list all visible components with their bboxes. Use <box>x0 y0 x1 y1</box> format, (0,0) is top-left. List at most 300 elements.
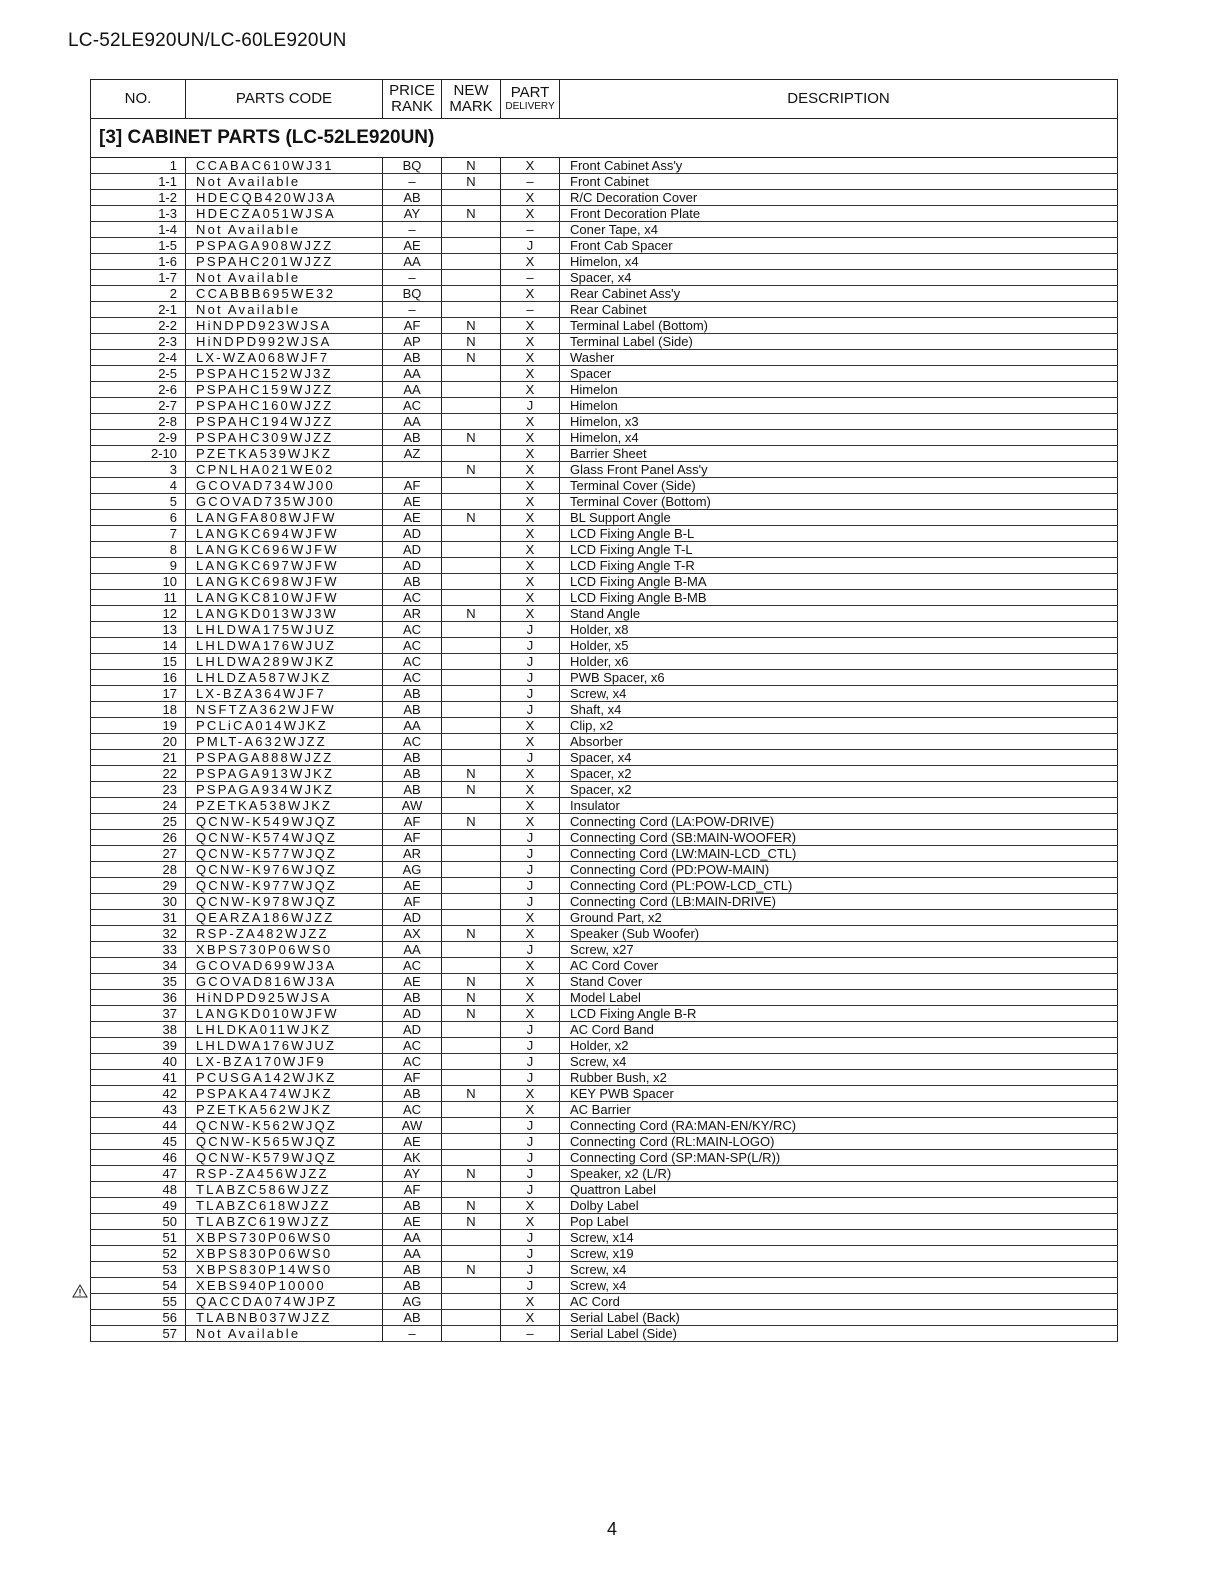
parts-code-cell: Not Available <box>186 174 383 190</box>
price-rank-cell: AA <box>383 718 442 734</box>
parts-code-cell: LX-BZA364WJF7 <box>186 686 383 702</box>
price-rank-cell: AC <box>383 398 442 414</box>
table-row <box>91 830 1118 846</box>
row-number-cell: 1-3 <box>91 206 186 222</box>
description-cell: Spacer <box>560 366 1118 382</box>
parts-code-cell: XBPS730P06WS0 <box>186 1230 383 1246</box>
price-rank-cell: AA <box>383 254 442 270</box>
parts-code-cell: QEARZA186WJZZ <box>186 910 383 926</box>
parts-code-cell: QCNW-K579WJQZ <box>186 1150 383 1166</box>
description-cell: Connecting Cord (LA:POW-DRIVE) <box>560 814 1118 830</box>
part-delivery-cell: X <box>501 974 560 990</box>
description-cell: Screw, x4 <box>560 1054 1118 1070</box>
table-row <box>91 798 1118 814</box>
part-delivery-cell: J <box>501 878 560 894</box>
part-delivery-cell: X <box>501 430 560 446</box>
parts-code-cell: PSPAKA474WJKZ <box>186 1086 383 1102</box>
parts-code-cell: XBPS830P06WS0 <box>186 1246 383 1262</box>
row-number-cell: 2-8 <box>91 414 186 430</box>
description-cell: Absorber <box>560 734 1118 750</box>
description-cell: Spacer, x2 <box>560 782 1118 798</box>
row-number-cell: 25 <box>91 814 186 830</box>
parts-code-cell: PSPAHC201WJZZ <box>186 254 383 270</box>
description-cell: Spacer, x4 <box>560 750 1118 766</box>
new-mark-cell <box>442 1294 501 1310</box>
new-mark-cell: N <box>442 974 501 990</box>
part-delivery-cell: X <box>501 350 560 366</box>
description-cell: Model Label <box>560 990 1118 1006</box>
price-rank-cell: AF <box>383 1070 442 1086</box>
parts-code-cell: Not Available <box>186 302 383 318</box>
table-row <box>91 1326 1118 1342</box>
table-row <box>91 254 1118 270</box>
price-rank-cell: AD <box>383 910 442 926</box>
description-cell: Serial Label (Back) <box>560 1310 1118 1326</box>
row-number-cell: 49 <box>91 1198 186 1214</box>
part-delivery-cell: – <box>501 1326 560 1342</box>
description-cell: AC Cord <box>560 1294 1118 1310</box>
parts-code-cell: LHLDZA587WJKZ <box>186 670 383 686</box>
description-cell: Connecting Cord (LB:MAIN-DRIVE) <box>560 894 1118 910</box>
description-cell: Holder, x5 <box>560 638 1118 654</box>
parts-code-cell: QCNW-K574WJQZ <box>186 830 383 846</box>
row-number-cell: 1-7 <box>91 270 186 286</box>
new-mark-cell <box>442 798 501 814</box>
table-row <box>91 1006 1118 1022</box>
part-delivery-cell: X <box>501 286 560 302</box>
row-number-cell: 15 <box>91 654 186 670</box>
new-mark-cell <box>442 1134 501 1150</box>
description-cell: Terminal Label (Side) <box>560 334 1118 350</box>
price-rank-cell: AA <box>383 942 442 958</box>
new-mark-cell <box>442 286 501 302</box>
row-number-cell: 50 <box>91 1214 186 1230</box>
price-rank-cell: AB <box>383 1278 442 1294</box>
price-rank-cell: – <box>383 270 442 286</box>
description-cell: BL Support Angle <box>560 510 1118 526</box>
row-number-cell: 42 <box>91 1086 186 1102</box>
row-number-cell: 23 <box>91 782 186 798</box>
new-mark-cell <box>442 1310 501 1326</box>
row-number-cell: 8 <box>91 542 186 558</box>
price-rank-cell: AB <box>383 686 442 702</box>
price-rank-cell: AA <box>383 414 442 430</box>
table-row <box>91 1118 1118 1134</box>
header-price-rank <box>383 80 442 119</box>
row-number-cell: 19 <box>91 718 186 734</box>
row-number-cell: 40 <box>91 1054 186 1070</box>
description-cell: Rear Cabinet <box>560 302 1118 318</box>
part-delivery-cell: J <box>501 654 560 670</box>
part-delivery-cell: X <box>501 366 560 382</box>
row-number-cell: 4 <box>91 478 186 494</box>
part-delivery-cell: J <box>501 750 560 766</box>
price-rank-cell: AC <box>383 622 442 638</box>
new-mark-cell <box>442 878 501 894</box>
parts-code-cell: XEBS940P10000 <box>186 1278 383 1294</box>
table-row <box>91 910 1118 926</box>
description-cell: Terminal Cover (Bottom) <box>560 494 1118 510</box>
parts-code-cell: GCOVAD734WJ00 <box>186 478 383 494</box>
part-delivery-cell: X <box>501 718 560 734</box>
description-cell: Barrier Sheet <box>560 446 1118 462</box>
price-rank-cell: AF <box>383 894 442 910</box>
description-cell: Serial Label (Side) <box>560 1326 1118 1342</box>
parts-code-cell: PCUSGA142WJKZ <box>186 1070 383 1086</box>
description-cell: Clip, x2 <box>560 718 1118 734</box>
row-number-cell: 1-6 <box>91 254 186 270</box>
parts-code-cell: QCNW-K978WJQZ <box>186 894 383 910</box>
new-mark-cell: N <box>442 1166 501 1182</box>
row-number-cell: 20 <box>91 734 186 750</box>
row-number-cell: 44 <box>91 1118 186 1134</box>
description-cell: PWB Spacer, x6 <box>560 670 1118 686</box>
part-delivery-cell: X <box>501 462 560 478</box>
table-row <box>91 670 1118 686</box>
new-mark-cell <box>442 830 501 846</box>
price-rank-cell: AC <box>383 958 442 974</box>
description-cell: Stand Angle <box>560 606 1118 622</box>
description-cell: Himelon, x4 <box>560 430 1118 446</box>
table-row <box>91 190 1118 206</box>
table-row <box>91 206 1118 222</box>
parts-code-cell: PSPAHC152WJ3Z <box>186 366 383 382</box>
row-number-cell: 27 <box>91 846 186 862</box>
table-row <box>91 510 1118 526</box>
part-delivery-cell: X <box>501 158 560 174</box>
row-number-cell: 51 <box>91 1230 186 1246</box>
new-mark-cell <box>442 270 501 286</box>
price-rank-cell <box>383 462 442 478</box>
description-cell: AC Cord Cover <box>560 958 1118 974</box>
description-cell: AC Barrier <box>560 1102 1118 1118</box>
parts-code-cell: TLABNB037WJZZ <box>186 1310 383 1326</box>
table-row <box>91 878 1118 894</box>
table-row <box>91 606 1118 622</box>
parts-code-cell: QCNW-K976WJQZ <box>186 862 383 878</box>
new-mark-cell <box>442 894 501 910</box>
part-delivery-cell: X <box>501 958 560 974</box>
description-cell: Screw, x27 <box>560 942 1118 958</box>
row-number-cell: 2 <box>91 286 186 302</box>
parts-code-cell: CPNLHA021WE02 <box>186 462 383 478</box>
parts-code-cell: QCNW-K577WJQZ <box>186 846 383 862</box>
part-delivery-cell: X <box>501 542 560 558</box>
description-cell: LCD Fixing Angle B-MB <box>560 590 1118 606</box>
row-number-cell: 2-6 <box>91 382 186 398</box>
row-number-cell: 43 <box>91 1102 186 1118</box>
row-number-cell: 28 <box>91 862 186 878</box>
row-number-cell: 26 <box>91 830 186 846</box>
row-number-cell: 5 <box>91 494 186 510</box>
price-rank-cell: AE <box>383 494 442 510</box>
table-row <box>91 414 1118 430</box>
description-cell: Spacer, x2 <box>560 766 1118 782</box>
table-row <box>91 718 1118 734</box>
header-part-delivery-line1: PART <box>510 84 550 101</box>
row-number-cell: 36 <box>91 990 186 1006</box>
parts-code-cell: PSPAHC160WJZZ <box>186 398 383 414</box>
table-row <box>91 542 1118 558</box>
safety-warning-triangle-icon <box>72 1284 88 1298</box>
part-delivery-cell: J <box>501 1038 560 1054</box>
header-description: DESCRIPTION <box>560 80 1118 119</box>
table-row <box>91 1022 1118 1038</box>
price-rank-cell: AB <box>383 1310 442 1326</box>
table-row <box>91 158 1118 174</box>
parts-code-cell: LHLDKA011WJKZ <box>186 1022 383 1038</box>
parts-code-cell: PSPAGA934WJKZ <box>186 782 383 798</box>
price-rank-cell: AF <box>383 1182 442 1198</box>
part-delivery-cell: X <box>501 990 560 1006</box>
new-mark-cell: N <box>442 318 501 334</box>
new-mark-cell: N <box>442 1086 501 1102</box>
price-rank-cell: AE <box>383 974 442 990</box>
new-mark-cell <box>442 254 501 270</box>
parts-code-cell: GCOVAD735WJ00 <box>186 494 383 510</box>
parts-code-cell: XBPS730P06WS0 <box>186 942 383 958</box>
table-row <box>91 334 1118 350</box>
description-cell: LCD Fixing Angle T-R <box>560 558 1118 574</box>
parts-code-cell: LX-BZA170WJF9 <box>186 1054 383 1070</box>
price-rank-cell: AB <box>383 190 442 206</box>
row-number-cell: 41 <box>91 1070 186 1086</box>
parts-code-cell: GCOVAD699WJ3A <box>186 958 383 974</box>
description-cell: Connecting Cord (SP:MAN-SP(L/R)) <box>560 1150 1118 1166</box>
row-number-cell: 12 <box>91 606 186 622</box>
new-mark-cell <box>442 478 501 494</box>
part-delivery-cell: J <box>501 830 560 846</box>
row-number-cell: 47 <box>91 1166 186 1182</box>
new-mark-cell: N <box>442 766 501 782</box>
part-delivery-cell: X <box>501 254 560 270</box>
new-mark-cell <box>442 654 501 670</box>
description-cell: Glass Front Panel Ass'y <box>560 462 1118 478</box>
table-row <box>91 846 1118 862</box>
new-mark-cell <box>442 1038 501 1054</box>
description-cell: KEY PWB Spacer <box>560 1086 1118 1102</box>
new-mark-cell <box>442 622 501 638</box>
new-mark-cell <box>442 1102 501 1118</box>
header-part-delivery-line2: DELIVERY <box>505 101 555 112</box>
new-mark-cell <box>442 494 501 510</box>
description-cell: LCD Fixing Angle T-L <box>560 542 1118 558</box>
parts-code-cell: LHLDWA176WJUZ <box>186 638 383 654</box>
description-cell: Quattron Label <box>560 1182 1118 1198</box>
part-delivery-cell: X <box>501 782 560 798</box>
parts-code-cell: LANGKC694WJFW <box>186 526 383 542</box>
description-cell: Connecting Cord (PL:POW-LCD_CTL) <box>560 878 1118 894</box>
new-mark-cell <box>442 1326 501 1342</box>
new-mark-cell <box>442 414 501 430</box>
table-row <box>91 1310 1118 1326</box>
description-cell: Washer <box>560 350 1118 366</box>
new-mark-cell: N <box>442 350 501 366</box>
row-number-cell: 56 <box>91 1310 186 1326</box>
table-row <box>91 1038 1118 1054</box>
table-row <box>91 494 1118 510</box>
part-delivery-cell: X <box>501 766 560 782</box>
new-mark-cell <box>442 190 501 206</box>
table-row <box>91 926 1118 942</box>
part-delivery-cell: J <box>501 638 560 654</box>
description-cell: Terminal Cover (Side) <box>560 478 1118 494</box>
part-delivery-cell: – <box>501 270 560 286</box>
new-mark-cell: N <box>442 606 501 622</box>
price-rank-cell: AE <box>383 1214 442 1230</box>
price-rank-cell: AC <box>383 1102 442 1118</box>
parts-code-cell: PSPAHC309WJZZ <box>186 430 383 446</box>
row-number-cell: 53 <box>91 1262 186 1278</box>
description-cell: Ground Part, x2 <box>560 910 1118 926</box>
header-part-delivery <box>501 80 560 119</box>
part-delivery-cell: X <box>501 926 560 942</box>
parts-code-cell: CCABAC610WJ31 <box>186 158 383 174</box>
price-rank-cell: AB <box>383 1262 442 1278</box>
row-number-cell: 52 <box>91 1246 186 1262</box>
part-delivery-cell: J <box>501 1246 560 1262</box>
new-mark-cell <box>442 942 501 958</box>
table-row <box>91 622 1118 638</box>
part-delivery-cell: X <box>501 1214 560 1230</box>
table-row <box>91 1070 1118 1086</box>
row-number-cell: 48 <box>91 1182 186 1198</box>
part-delivery-cell: J <box>501 238 560 254</box>
row-number-cell: 11 <box>91 590 186 606</box>
parts-code-cell: HiNDPD923WJSA <box>186 318 383 334</box>
price-rank-cell: AC <box>383 670 442 686</box>
new-mark-cell: N <box>442 334 501 350</box>
new-mark-cell <box>442 910 501 926</box>
row-number-cell: 2-7 <box>91 398 186 414</box>
row-number-cell: 16 <box>91 670 186 686</box>
row-number-cell: 46 <box>91 1150 186 1166</box>
table-row <box>91 478 1118 494</box>
description-cell: Stand Cover <box>560 974 1118 990</box>
table-row <box>91 366 1118 382</box>
price-rank-cell: AE <box>383 878 442 894</box>
part-delivery-cell: X <box>501 382 560 398</box>
part-delivery-cell: J <box>501 398 560 414</box>
table-row <box>91 654 1118 670</box>
price-rank-cell: AD <box>383 1022 442 1038</box>
parts-code-cell: PSPAGA908WJZZ <box>186 238 383 254</box>
table-row <box>91 174 1118 190</box>
parts-code-cell: PZETKA539WJKZ <box>186 446 383 462</box>
new-mark-cell: N <box>442 462 501 478</box>
description-cell: Spacer, x4 <box>560 270 1118 286</box>
price-rank-cell: – <box>383 1326 442 1342</box>
part-delivery-cell: X <box>501 606 560 622</box>
part-delivery-cell: X <box>501 1198 560 1214</box>
part-delivery-cell: X <box>501 1310 560 1326</box>
part-delivery-cell: X <box>501 318 560 334</box>
parts-code-cell: LANGKC810WJFW <box>186 590 383 606</box>
table-row <box>91 1198 1118 1214</box>
table-row <box>91 302 1118 318</box>
new-mark-cell <box>442 302 501 318</box>
row-number-cell: 29 <box>91 878 186 894</box>
new-mark-cell <box>442 638 501 654</box>
table-row <box>91 862 1118 878</box>
parts-code-cell: RSP-ZA482WJZZ <box>186 926 383 942</box>
price-rank-cell: AD <box>383 558 442 574</box>
price-rank-cell: AB <box>383 350 442 366</box>
part-delivery-cell: J <box>501 894 560 910</box>
new-mark-cell <box>442 222 501 238</box>
row-number-cell: 1 <box>91 158 186 174</box>
price-rank-cell: AC <box>383 1038 442 1054</box>
price-rank-cell: – <box>383 174 442 190</box>
new-mark-cell <box>442 670 501 686</box>
description-cell: Screw, x4 <box>560 1262 1118 1278</box>
table-row <box>91 1150 1118 1166</box>
row-number-cell: 6 <box>91 510 186 526</box>
price-rank-cell: AB <box>383 574 442 590</box>
price-rank-cell: AZ <box>383 446 442 462</box>
part-delivery-cell: X <box>501 1102 560 1118</box>
description-cell: Screw, x4 <box>560 686 1118 702</box>
parts-code-cell: GCOVAD816WJ3A <box>186 974 383 990</box>
parts-code-cell: LANGFA808WJFW <box>186 510 383 526</box>
parts-code-cell: PSPAGA913WJKZ <box>186 766 383 782</box>
price-rank-cell: AA <box>383 1230 442 1246</box>
description-cell: Screw, x4 <box>560 1278 1118 1294</box>
table-row <box>91 382 1118 398</box>
parts-code-cell: PZETKA562WJKZ <box>186 1102 383 1118</box>
parts-code-cell: LANGKC697WJFW <box>186 558 383 574</box>
header-price-rank-line2: RANK <box>391 98 433 115</box>
parts-code-cell: PZETKA538WJKZ <box>186 798 383 814</box>
part-delivery-cell: X <box>501 590 560 606</box>
part-delivery-cell: J <box>501 1118 560 1134</box>
parts-code-cell: HiNDPD925WJSA <box>186 990 383 1006</box>
row-number-cell: 39 <box>91 1038 186 1054</box>
part-delivery-cell: X <box>501 206 560 222</box>
table-row <box>91 990 1118 1006</box>
part-delivery-cell: J <box>501 1150 560 1166</box>
price-rank-cell: AC <box>383 1054 442 1070</box>
table-row <box>91 638 1118 654</box>
part-delivery-cell: J <box>501 1262 560 1278</box>
price-rank-cell: AA <box>383 382 442 398</box>
row-number-cell: 1-4 <box>91 222 186 238</box>
new-mark-cell: N <box>442 990 501 1006</box>
header-new-mark-line1: NEW <box>453 82 489 99</box>
description-cell: Connecting Cord (RL:MAIN-LOGO) <box>560 1134 1118 1150</box>
part-delivery-cell: – <box>501 302 560 318</box>
price-rank-cell: AW <box>383 1118 442 1134</box>
description-cell: Holder, x8 <box>560 622 1118 638</box>
price-rank-cell: AR <box>383 846 442 862</box>
row-number-cell: 34 <box>91 958 186 974</box>
new-mark-cell <box>442 958 501 974</box>
new-mark-cell <box>442 702 501 718</box>
price-rank-cell: BQ <box>383 158 442 174</box>
row-number-cell: 3 <box>91 462 186 478</box>
part-delivery-cell: J <box>501 1166 560 1182</box>
row-number-cell: 57 <box>91 1326 186 1342</box>
part-delivery-cell: J <box>501 670 560 686</box>
price-rank-cell: AB <box>383 782 442 798</box>
new-mark-cell <box>442 846 501 862</box>
table-row <box>91 782 1118 798</box>
price-rank-cell: BQ <box>383 286 442 302</box>
price-rank-cell: AK <box>383 1150 442 1166</box>
description-cell: Connecting Cord (RA:MAN-EN/KY/RC) <box>560 1118 1118 1134</box>
table-row <box>91 750 1118 766</box>
price-rank-cell: AB <box>383 1086 442 1102</box>
